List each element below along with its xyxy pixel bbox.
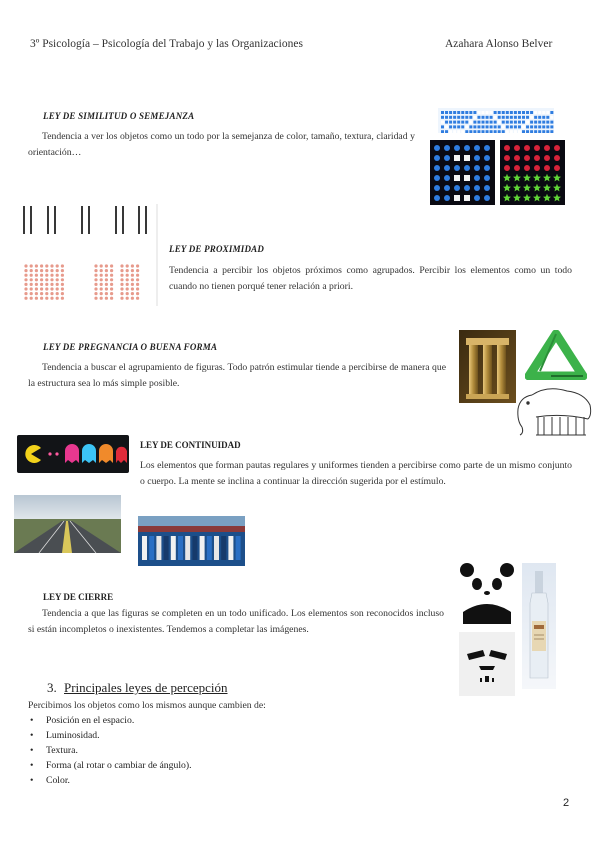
section-title-continuidad: LEY DE CONTINUIDAD <box>140 440 241 450</box>
text-pregnancia: Tendencia a buscar el agrupamiento de figuras. Todo patrón estimular tiende a percibirse de manera que la estructura sea lo más simple posible. <box>28 362 446 389</box>
similarity-color-dots-image <box>430 140 495 205</box>
impossible-triangle-image <box>525 330 587 380</box>
neon-pacman-image <box>17 435 129 473</box>
text-similitud: Tendencia a ver los objetos como un todo por la semejanza de color, tamaño, textura, claridad y orientación… <box>28 131 415 158</box>
section3-number: 3. <box>47 680 57 695</box>
panda-closure-image <box>459 562 515 624</box>
proximity-lines-and-dots-image <box>20 204 160 306</box>
section3-list <box>28 713 428 788</box>
list-item: • Color. <box>28 773 428 788</box>
stormtrooper-closure-image <box>459 632 515 696</box>
pillars-illusion-image <box>459 330 516 403</box>
text-proximidad: Tendencia a percibir los objetos próximos como agrupados. Percibir los elementos como un todo cuando no tienen porqué tener relación a priori. <box>169 265 572 292</box>
bottle-closure-image <box>522 563 556 689</box>
header-author: Azahara Alonso Belver <box>445 38 553 50</box>
stadium-mosaic-image <box>138 516 245 566</box>
list-item: • Luminosidad. <box>28 728 428 743</box>
section-title-proximidad: LEY DE PROXIMIDAD <box>169 244 265 254</box>
section-title-pregnancia: LEY DE PREGNANCIA O BUENA FORMA <box>43 342 218 352</box>
impossible-elephant-image <box>512 383 598 439</box>
text-continuidad: Los elementos que forman pautas regulares y uniformes tienden a percibirse como parte de un mismo conjunto o cuerpo. La mente se inclina a continuar la dirección sugerida por el estímulo. <box>140 460 572 487</box>
list-item: • Forma (al rotar o cambiar de ángulo). <box>28 758 428 773</box>
text-cierre: Tendencia a que las figuras se completen en un todo unificado. Los elementos son reconocidos incluso si están incompletos o inexistentes. Tendemos a completar las imágenes. <box>28 608 444 635</box>
highway-road-image <box>14 495 121 553</box>
page-number: 2 <box>563 797 570 809</box>
similarity-wave-image <box>438 108 554 133</box>
list-item: • Textura. <box>28 743 428 758</box>
header-course: 3º Psicología – Psicología del Trabajo y las Organizaciones <box>30 38 303 50</box>
section3-title: Principales leyes de percepción <box>64 680 228 695</box>
section-title-similitud: LEY DE SIMILITUD O SEMEJANZA <box>43 111 195 121</box>
section-title-cierre: LEY DE CIERRE <box>43 592 114 602</box>
similarity-shapes-image <box>500 140 565 205</box>
list-item: • Posición en el espacio. <box>28 713 428 728</box>
section3-intro: Percibimos los objetos como los mismos aunque cambien de: <box>28 700 266 711</box>
